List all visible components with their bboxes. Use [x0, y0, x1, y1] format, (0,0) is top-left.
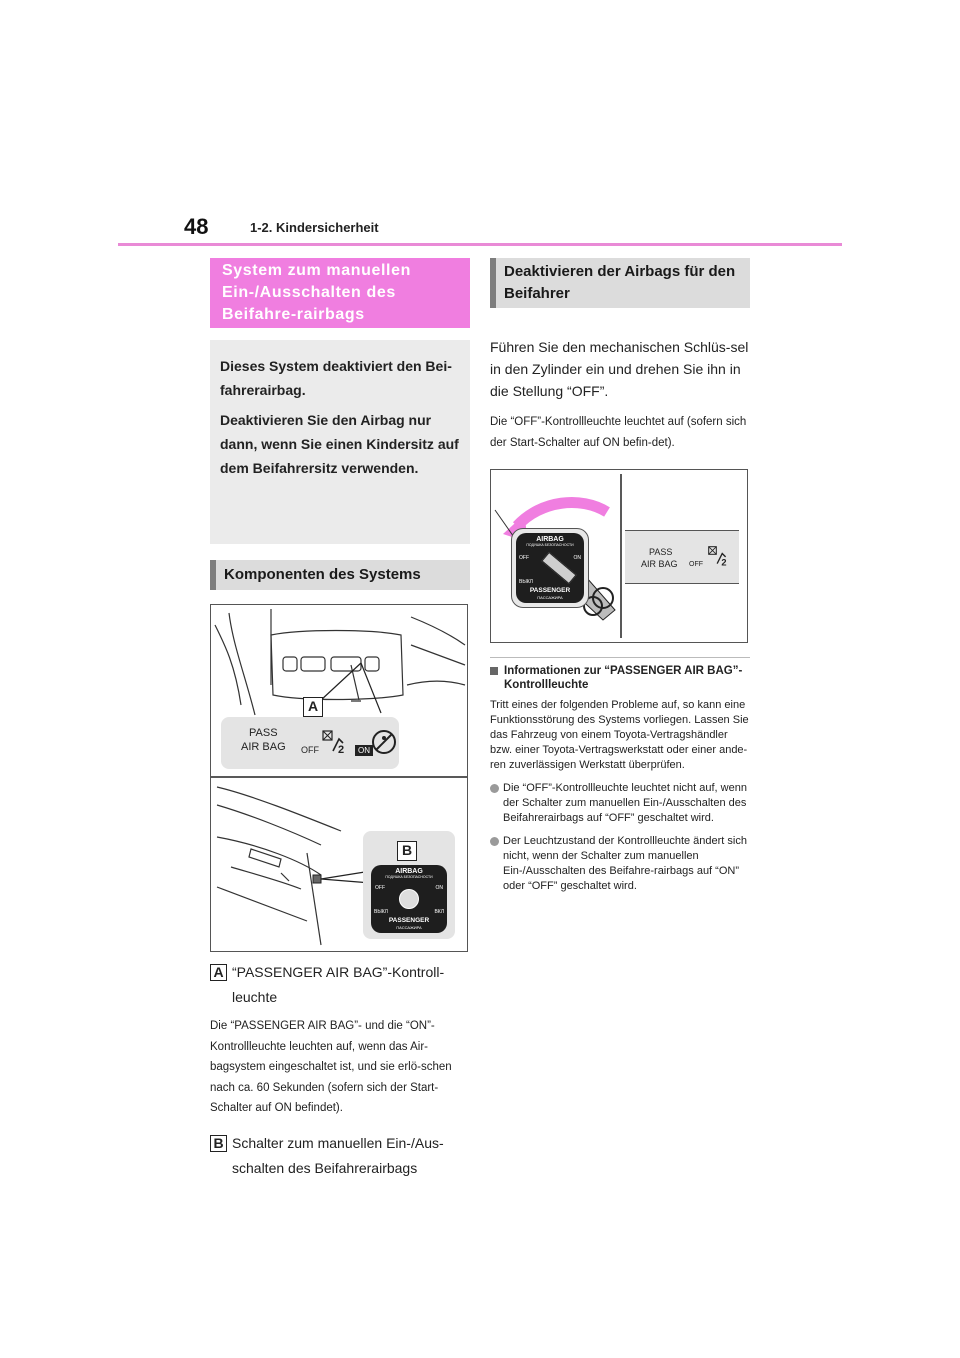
- airbag-switch: [371, 865, 447, 933]
- info-bullet-2: [490, 834, 750, 894]
- off-panel-pass-label: PASS: [649, 547, 673, 557]
- info-text: Tritt eines der folgenden Probleme auf, so kann eine Funktionsstörung des Systems vorliegen. Lassen Sie das Fahrzeug von einem Toyota-Vertragshändler bzw. einer Toyota-Vertragswerkstatt oder einer ande-ren zuverlässigen Werkstatt überprüfen.: [490, 699, 749, 771]
- switch-off-label: OFF: [375, 885, 385, 891]
- panel-airbag-label: AIR BAG: [241, 741, 286, 753]
- info-bullet-1-text: Die “OFF”-Kontrollleuchte leuchtet nicht auf, wenn der Schalter zum manuellen Ein-/Ausschalten des Beifahrerairbags auf “OFF” geschaltet wird.: [503, 782, 747, 824]
- off-panel-off-label: OFF: [689, 561, 703, 568]
- info-heading: Informationen zur “PASSENGER AIR BAG”-Kontrollleuchte: [504, 665, 743, 691]
- section-heading-manual-switch: System zum manuellen Ein-/Ausschalten des Beifahre-rairbags: [210, 258, 470, 328]
- bullet-dot-icon: [490, 837, 499, 846]
- switch-on-label: ON: [435, 885, 443, 891]
- switch-passenger-ru-label: ПАССАЖИРА: [396, 925, 422, 930]
- instruction-text: Führen Sie den mechanischen Schlüs-sel in den Zylinder ein und drehen Sie ihn in die Stellung “OFF”.: [490, 339, 749, 399]
- info-divider: [490, 657, 750, 658]
- left-column: [210, 258, 470, 1181]
- switch-on-ru-label: ВКЛ: [434, 909, 444, 915]
- key-switch-off-ru-label: ВЫКЛ: [519, 579, 533, 585]
- key-switch-passenger-label: PASSENGER: [529, 587, 571, 594]
- callout-b-label: B: [397, 841, 417, 861]
- key-switch-figure: [490, 469, 748, 643]
- item-b-title: Schalter zum manuellen Ein-/Aus-schalten des Beifahrerairbags: [232, 1134, 444, 1176]
- item-a: [210, 960, 470, 1010]
- intro-text-2: Deaktivieren Sie den Airbag nur dann, wenn Sie einen Kindersitz auf dem Beifahrersitz verwenden.: [220, 412, 459, 476]
- item-a-title: “PASSENGER AIR BAG”-Kontroll-leuchte: [232, 964, 445, 1005]
- item-b: [210, 1131, 470, 1181]
- info-heading-row: [490, 664, 750, 692]
- info-bullet-1: [490, 781, 750, 826]
- panel-on-label: ON: [355, 745, 373, 756]
- key-switch-airbag-label: AIRBAG: [536, 536, 564, 543]
- bullet-dot-icon: [490, 784, 499, 793]
- chapter-title: 1-2. Kindersicherheit: [250, 220, 379, 235]
- key-switch-off-label: OFF: [519, 555, 529, 561]
- item-a-text: Die “PASSENGER AIR BAG”- und die “ON”-Kontrollleuchte leuchten auf, wenn das Air-bagsystem eingeschaltet ist, und sie erlö-schen nach ca. 60 Sekunden (sofern sich der Start-Schalter auf ON befindet).: [210, 1020, 452, 1114]
- airbag-passenger-icon: [321, 729, 347, 755]
- callout-a-label: A: [303, 697, 323, 717]
- indicator-panel: [221, 717, 399, 769]
- switch-key-slot: [399, 889, 419, 909]
- marker-b: B: [210, 1135, 227, 1152]
- svg-text:2: 2: [338, 744, 345, 755]
- off-indicator-panel: [625, 530, 739, 584]
- page-number: 48: [184, 214, 209, 239]
- right-column: [490, 258, 750, 894]
- switch-off-ru-label: ВЫКЛ: [374, 909, 388, 915]
- intro-text-1: Dieses System deaktiviert den Bei-fahrerairbag.: [220, 358, 452, 398]
- marker-a: A: [210, 964, 227, 981]
- key-switch-airbag-ru-label: ПОДУШКА БЕЗОПАСНОСТИ: [526, 543, 574, 547]
- off-panel-airbag-icon: [707, 545, 729, 567]
- svg-text:2: 2: [721, 557, 727, 567]
- intro-box: [210, 340, 470, 544]
- panel-pass-label: PASS: [249, 727, 278, 739]
- seatbelt-warning-icon: [371, 729, 397, 755]
- components-figure: [210, 604, 468, 952]
- switch-airbag-label: AIRBAG: [395, 868, 423, 875]
- off-panel-airbag-label: AIR BAG: [641, 559, 678, 569]
- header-rule: [118, 243, 842, 246]
- key-switch-on-label: ON: [573, 555, 581, 561]
- info-bullet-2-text: Der Leuchtzustand der Kontrollleuchte ändert sich nicht, wenn der Schalter zum manuellen Ein-/Ausschalten des Beifahre-rairbags auf “ON” oder “OFF” geschaltet wird.: [503, 835, 747, 892]
- switch-passenger-label: PASSENGER: [388, 917, 430, 924]
- switch-airbag-ru-label: ПОДУШКА БЕЗОПАСНОСТИ: [385, 875, 433, 879]
- switch-callout: [363, 831, 455, 939]
- square-bullet-icon: [490, 667, 498, 675]
- key-switch-passenger-ru-label: ПАССАЖИРА: [537, 595, 563, 600]
- components-heading: Komponenten des Systems: [210, 560, 470, 590]
- note-text: Die “OFF”-Kontrollleuchte leuchtet auf (sofern sich der Start-Schalter auf ON befin-det).: [490, 416, 747, 449]
- panel-off-label: OFF: [301, 745, 319, 755]
- deactivate-heading: Deaktivieren der Airbags für den Beifahrer: [490, 258, 750, 308]
